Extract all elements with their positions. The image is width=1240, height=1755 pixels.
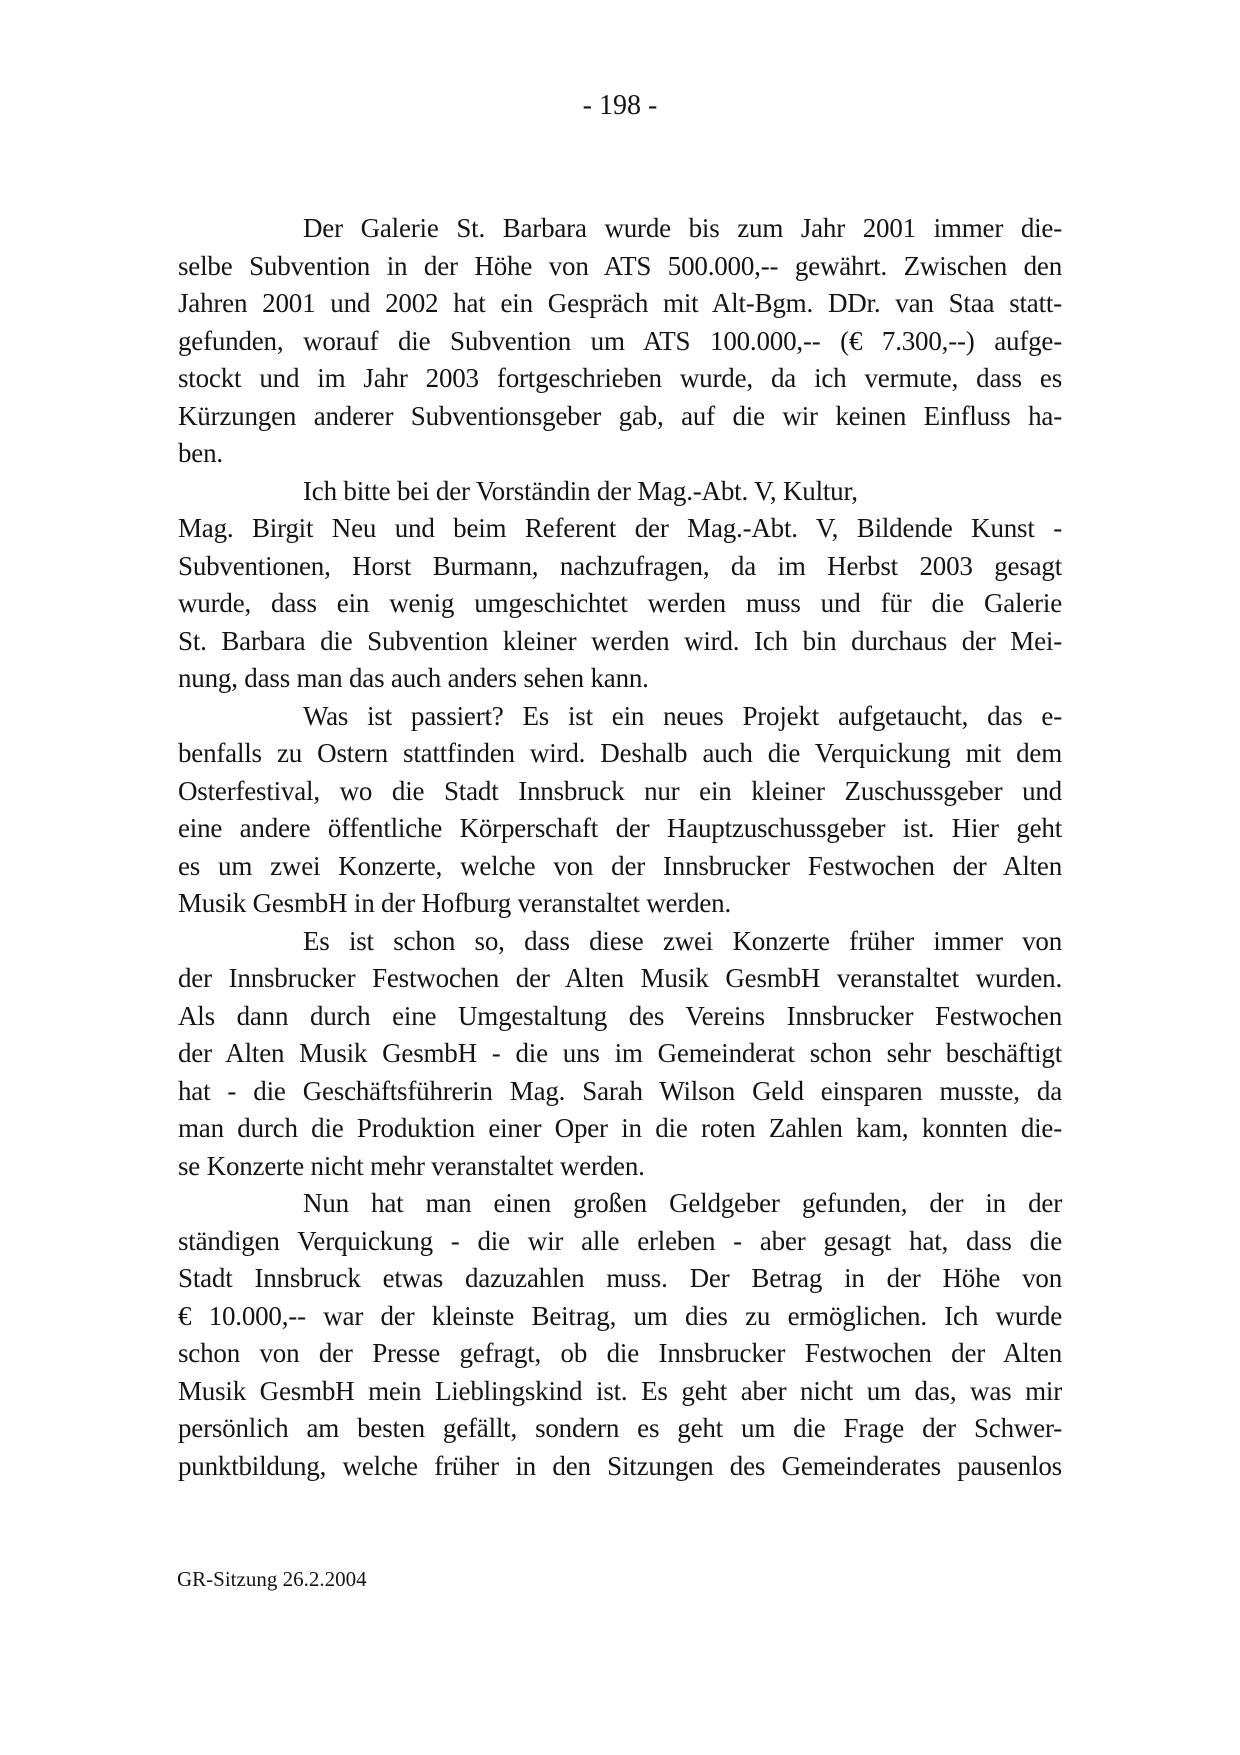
page-number: - 198 - (582, 90, 658, 121)
paragraph (178, 923, 1062, 1186)
text-line: der Alten Musik GesmbH - die uns im Gemeinderat schon sehr beschäftigt (178, 1038, 1062, 1068)
paragraph (178, 210, 1062, 473)
text-line: stockt und im Jahr 2003 fortgeschrieben wurde, da ich vermute, dass es (178, 363, 1062, 393)
text-line: Was ist passiert? Es ist ein neues Projekt aufgetaucht, das e- (303, 700, 1062, 731)
text-line: gefunden, worauf die Subvention um ATS 100.000,-- (€ 7.300,--) aufge- (178, 325, 1062, 356)
text-line: Musik GesmbH mein Lieblingskind ist. Es geht aber nicht um das, was mir (178, 1375, 1062, 1406)
text-line: benfalls zu Ostern stattfinden wird. Deshalb auch die Verquickung mit dem (178, 738, 1062, 768)
text-line: se Konzerte nicht mehr veranstaltet werden. (178, 1150, 645, 1181)
text-line: Stadt Innsbruck etwas dazuzahlen muss. Der Betrag in der Höhe von (178, 1263, 1062, 1293)
text-line: Es ist schon so, dass diese zwei Konzerte früher immer von (303, 925, 1062, 956)
text-line: der Innsbrucker Festwochen der Alten Musik GesmbH veranstaltet wurden. (178, 963, 1062, 993)
text-line: schon von der Presse gefragt, ob die Innsbrucker Festwochen der Alten (178, 1338, 1062, 1368)
text-line: Ich bitte bei der Vorständin der Mag.-Abt. V, Kultur, (303, 475, 858, 506)
body-text (178, 210, 1062, 1485)
text-line: Subventionen, Horst Burmann, nachzufragen, da im Herbst 2003 gesagt (178, 550, 1062, 581)
text-line: ständigen Verquickung - die wir alle erleben - aber gesagt hat, dass die (178, 1225, 1062, 1256)
text-line: Osterfestival, wo die Stadt Innsbruck nur ein kleiner Zuschussgeber und (178, 775, 1062, 806)
text-line: persönlich am besten gefällt, sondern es geht um die Frage der Schwer- (178, 1413, 1062, 1443)
text-line: man durch die Produktion einer Oper in die roten Zahlen kam, konnten die- (178, 1113, 1062, 1143)
text-line: Der Galerie St. Barbara wurde bis zum Jahr 2001 immer die- (303, 213, 1062, 243)
text-line: ben. (178, 438, 223, 468)
text-line: St. Barbara die Subvention kleiner werden wird. Ich bin durchaus der Mei- (178, 625, 1062, 656)
text-line: selbe Subvention in der Höhe von ATS 500.000,-- gewährt. Zwischen den (178, 250, 1062, 281)
text-line: es um zwei Konzerte, welche von der Innsbrucker Festwochen der Alten (178, 850, 1062, 881)
text-line: Musik GesmbH in der Hofburg veranstaltet werden. (178, 888, 732, 918)
text-line: Als dann durch eine Umgestaltung des Vereins Innsbrucker Festwochen (178, 1000, 1062, 1031)
text-line: eine andere öffentliche Körperschaft der Hauptzuschussgeber ist. Hier geht (178, 813, 1062, 843)
text-line: Mag. Birgit Neu und beim Referent der Mag.-Abt. V, Bildende Kunst - (178, 513, 1062, 543)
text-line: punktbildung, welche früher in den Sitzungen des Gemeinderates pausenlos (178, 1450, 1062, 1481)
footer-session-label: GR-Sitzung 26.2.2004 (177, 1567, 367, 1591)
paragraph (178, 698, 1062, 923)
text-line: € 10.000,-- war der kleinste Beitrag, um dies zu ermöglichen. Ich wurde (178, 1300, 1062, 1331)
paragraph (178, 473, 1062, 698)
text-line: Jahren 2001 und 2002 hat ein Gespräch mit Alt-Bgm. DDr. van Staa statt- (178, 288, 1062, 318)
text-line: Nun hat man einen großen Geldgeber gefunden, der in der (303, 1188, 1062, 1218)
text-line: wurde, dass ein wenig umgeschichtet werden muss und für die Galerie (178, 588, 1062, 618)
text-line: Kürzungen anderer Subventionsgeber gab, auf die wir keinen Einfluss ha- (178, 400, 1062, 431)
text-line: nung, dass man das auch anders sehen kann. (178, 663, 649, 693)
paragraph (178, 1185, 1062, 1485)
text-line: hat - die Geschäftsführerin Mag. Sarah Wilson Geld einsparen musste, da (178, 1075, 1062, 1106)
